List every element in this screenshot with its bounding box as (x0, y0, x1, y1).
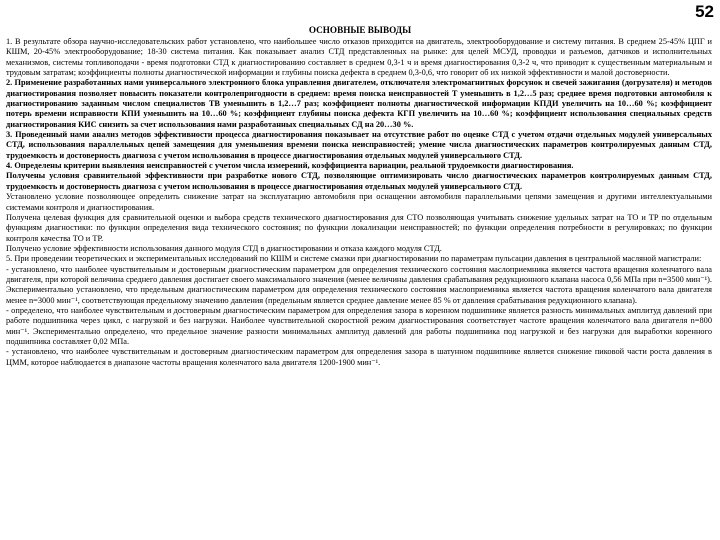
page-title: ОСНОВНЫЕ ВЫВОДЫ (308, 25, 412, 35)
paragraph-11: - определено, что наиболее чувствительным и достоверным диагностическим параметром для определения зазора в коренном подшипнике является разность минимальных амплитуд давлений при работе подшипника через цикл, с нагрузкой и без нагрузки. Наиболее чувствительной скоростной режим диагностирования соответствует частоте вращения коленчатого вала двигателя n=800 мин⁻¹. Экспериментально определено, что предельное значение разности минимальных амплитуд давлений для работы подшипника под нагрузкой и без нагрузки для выработки коренного подшипника составляет 0,02 МПа. (6, 305, 712, 346)
paragraph-9: 5. При проведении теоретических и экспериментальных исследований по КШМ и системе смазки при диагностировании по параметрам пульсации давления в центральной масляной магистрали: (6, 254, 702, 264)
paragraph-12: - установлено, что наиболее чувствительным и достоверным диагностическим параметром для определения зазора в шатунном подшипнике является снижение пиковой части роста давления в ЦММ, которое наблюдается в диапазоне частоты вращения коленчатого вала двигателя 1200-1900 мин⁻¹. (6, 347, 712, 367)
paragraph-5: Получены условия сравнительной эффективности при разработке нового СТД, позволяющие оптимизировать число диагностических параметров контролируемых данным СТД, трудоемкость и достоверность диагноза с учетом использования в процессе диагностирования отдельных модулей универсального СТД. (6, 171, 712, 191)
paragraph-8: Получено условие эффективности использования данного модуля СТД в диагностировании и отказа каждого модуля СТД. (6, 243, 442, 253)
paragraph-3: 3. Проведенный нами анализ методов эффективности процесса диагностирования показывает на отсутствие работ по оценке СТД с учетом отдачи отдельных модулей универсальных СТД, использования параллельных цепей замещения для уменьшения времени поиска неисправностей; умение числа диагностических параметров контролируемых данным СТД, трудоемкость и достоверность диагноза с учетом использования в процессе диагностирования отдельных модулей универсального СТД. (6, 130, 712, 160)
page-number: 52 (695, 2, 714, 21)
paragraph-1: 1. В результате обзора научно-исследовательских работ установлено, что наибольшее число отказов приходится на двигатель, электрооборудование и систему питания. В среднем 25-45% ЦПГ и КШМ, 20-45% электрооборудование; 18-30 система питания. Как показывает анализ СТД представленных на рынке: для целей МСУД, проводки и разъемов, датчиков и исполнительных механизмов, системы топливоподачи - время подготовки СТД к диагностированию составляет в среднем 0,3-1 ч и время диагностирования 0,3-2 ч, что приводит к существенным материальным и трудовым затратам; коэффициенты полноты диагностической информации и глубины поиска дефекта в среднем 0,3-0,6, что говорит об их низкой эффективности и малой достоверности. (6, 37, 712, 78)
conclusions-body (6, 37, 712, 368)
paragraph-2: 2. Применение разработанных нами универсального электронного блока управления двигателем, отключателя электромагнитных форсунок и свечей зажигания (догрузателя) и методов диагностирования позволяет повысить показатели контролепригодности в среднем: время поиска неисправностей Т уменьшить в 1,2…5 раз; среднее время подготовки автомобиля к диагностированию заданным числом специалистов ТВ уменьшить в 1,2…7 раз; коэффициент полноты диагностической информации КПДИ увеличить на 10…60 %; коэффициент потерь времени исправности КПИ уменьшить на 10…60 %; коэффициент глубины поиска дефекта КГП увеличить на 10…60 %; коэффициент использования специальных средств диагностирования КИС снизить за счет использования нами разработанных специальных СД на 20…30 %. (6, 78, 712, 129)
paragraph-6: Установлено условие позволяющее определить снижение затрат на эксплуатацию автомобиля при оснащении автомобиля параллельными цепями замещения и другими интеллектуальными системами контроля и диагностирования. (6, 192, 712, 212)
paragraph-4: 4. Определены критерии выявления неисправностей с учетом числа измерений, коэффициента вариации, реальной трудоемкости диагностирования. (6, 161, 574, 171)
paragraph-10: - установлено, что наиболее чувствительным и достоверным диагностическим параметром для определения технического состояния маслоприемника является частота вращения коленчатого вала двигателя, при которой величина среднего давления достигает своего максимального значения (менее величины давления срабатывания редукционного клапана насоса 0,56 МПа при n=3500 мин⁻¹). Экспериментально установлено, что предельным диагностическим параметром для определения технического состояния маслоприемника является частота вращения коленчатого вала двигателя менее n=3000 мин⁻¹, соответствующая предельному значению давления (предельным является среднее давление менее 85 % от давления срабатывания редукционного клапана). (6, 264, 712, 305)
paragraph-7: Получена целевая функция для сравнительной оценки и выбора средств технического диагностирования для СТО позволяющая учитывать снижение удельных затрат на ТО и ТР по отдельным функциям диагностики: по функции определения вида технического состояния; по функции локализации неисправностей; по функции определения потребности в регулировках; по функции контроля качества ТО и ТР. (6, 212, 712, 243)
